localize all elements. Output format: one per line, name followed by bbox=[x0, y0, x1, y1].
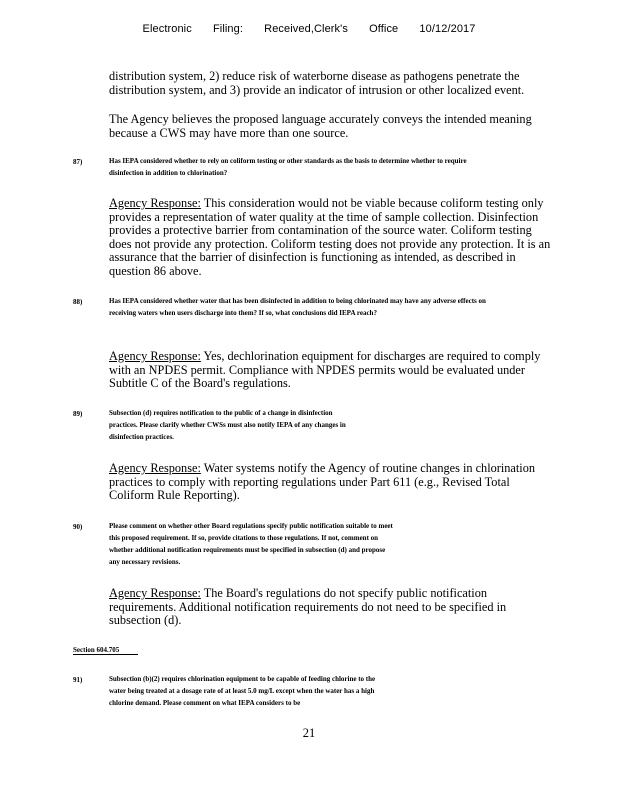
header-filing: Filing: bbox=[212, 23, 244, 35]
response-text: Water systems notify the Agency of routine changes in chlorination practices to comply with reporting regulations under Part 611 (e.g., Revised Total Coliform Rule Reporting). bbox=[109, 461, 536, 503]
header-date: 10/12/2017 bbox=[419, 23, 476, 35]
question-88-text: Has IEPA considered whether water that has been disinfected in addition to being chlorinated may have any adverse effects on receiving waters when users discharge into them? If so, what conclusions did IEPA reach? bbox=[109, 297, 486, 317]
filing-header bbox=[0, 23, 618, 35]
response-label: Agency Response: bbox=[109, 461, 201, 475]
intro-paragraph-1: distribution system, 2) reduce risk of waterborne disease as pathogens penetrate the distribution system, and 3) provide an indicator of intrusion or other localized event. bbox=[109, 69, 525, 97]
response-text: The Board's regulations do not specify public notification requirements. Additional notification requirements do not need to be specified in subsection (d). bbox=[109, 586, 507, 628]
question-88-response bbox=[109, 350, 554, 391]
header-electronic: Electronic bbox=[142, 23, 192, 35]
page-number: 21 bbox=[302, 726, 316, 740]
header-received: Received,Clerk's bbox=[264, 23, 348, 35]
response-label: Agency Response: bbox=[109, 586, 201, 600]
question-87-response bbox=[109, 197, 554, 279]
question-89-text: Subsection (d) requires notification to the public of a change in disinfection practices. Please clarify whether CWSs must also notify IEPA of any changes in disinfection practices. bbox=[109, 409, 346, 441]
response-text: Yes, dechlorination equipment for discharges are required to comply with an NPDES permit. Compliance with NPDES permits would be evaluated under Subtitle C of the Board's regulations. bbox=[109, 349, 541, 391]
response-label: Agency Response: bbox=[109, 196, 201, 210]
question-89-number: 89) bbox=[73, 410, 83, 418]
question-90-text: Please comment on whether other Board regulations specify public notification suitable to meet this proposed requirement. If so, provide citations to those regulations. If not, comment on whether additional notification requirements must be specified in subsection (d) and propose any necessary revisions. bbox=[109, 522, 393, 566]
question-90-response bbox=[109, 587, 554, 628]
response-label: Agency Response: bbox=[109, 349, 201, 363]
header-office: Office bbox=[369, 23, 399, 35]
section-heading: Section 604.705 bbox=[73, 646, 138, 655]
question-88-number: 88) bbox=[73, 298, 83, 306]
question-87-text: Has IEPA considered whether to rely on coliform testing or other standards as the basis to determine whether to require disinfection in addition to chlorination? bbox=[109, 157, 467, 177]
intro-paragraph-2: The Agency believes the proposed language accurately conveys the intended meaning because a CWS may have more than one source. bbox=[109, 112, 532, 140]
question-87-number: 87) bbox=[73, 158, 83, 166]
question-90-number: 90) bbox=[73, 523, 83, 531]
question-89-response bbox=[109, 462, 554, 503]
question-91-number: 91) bbox=[73, 676, 83, 684]
question-91-text: Subsection (b)(2) requires chlorination equipment to be capable of feeding chlorine to the water being treated at a dosage rate of at least 5.0 mg/L except when the water has a high chlorine demand. Please comment on what IEPA considers to be bbox=[109, 675, 376, 707]
response-text: This consideration would not be viable because coliform testing only provides a representation of water quality at the time of sample collection. Disinfection provides a protective barrier from contamination of the source water. Coliform testing does not provide any protection. Coliform testing does not provide any protection. It is an assurance that the barrier of disinfection is functioning as intended, as described in question 86 above. bbox=[109, 196, 551, 278]
